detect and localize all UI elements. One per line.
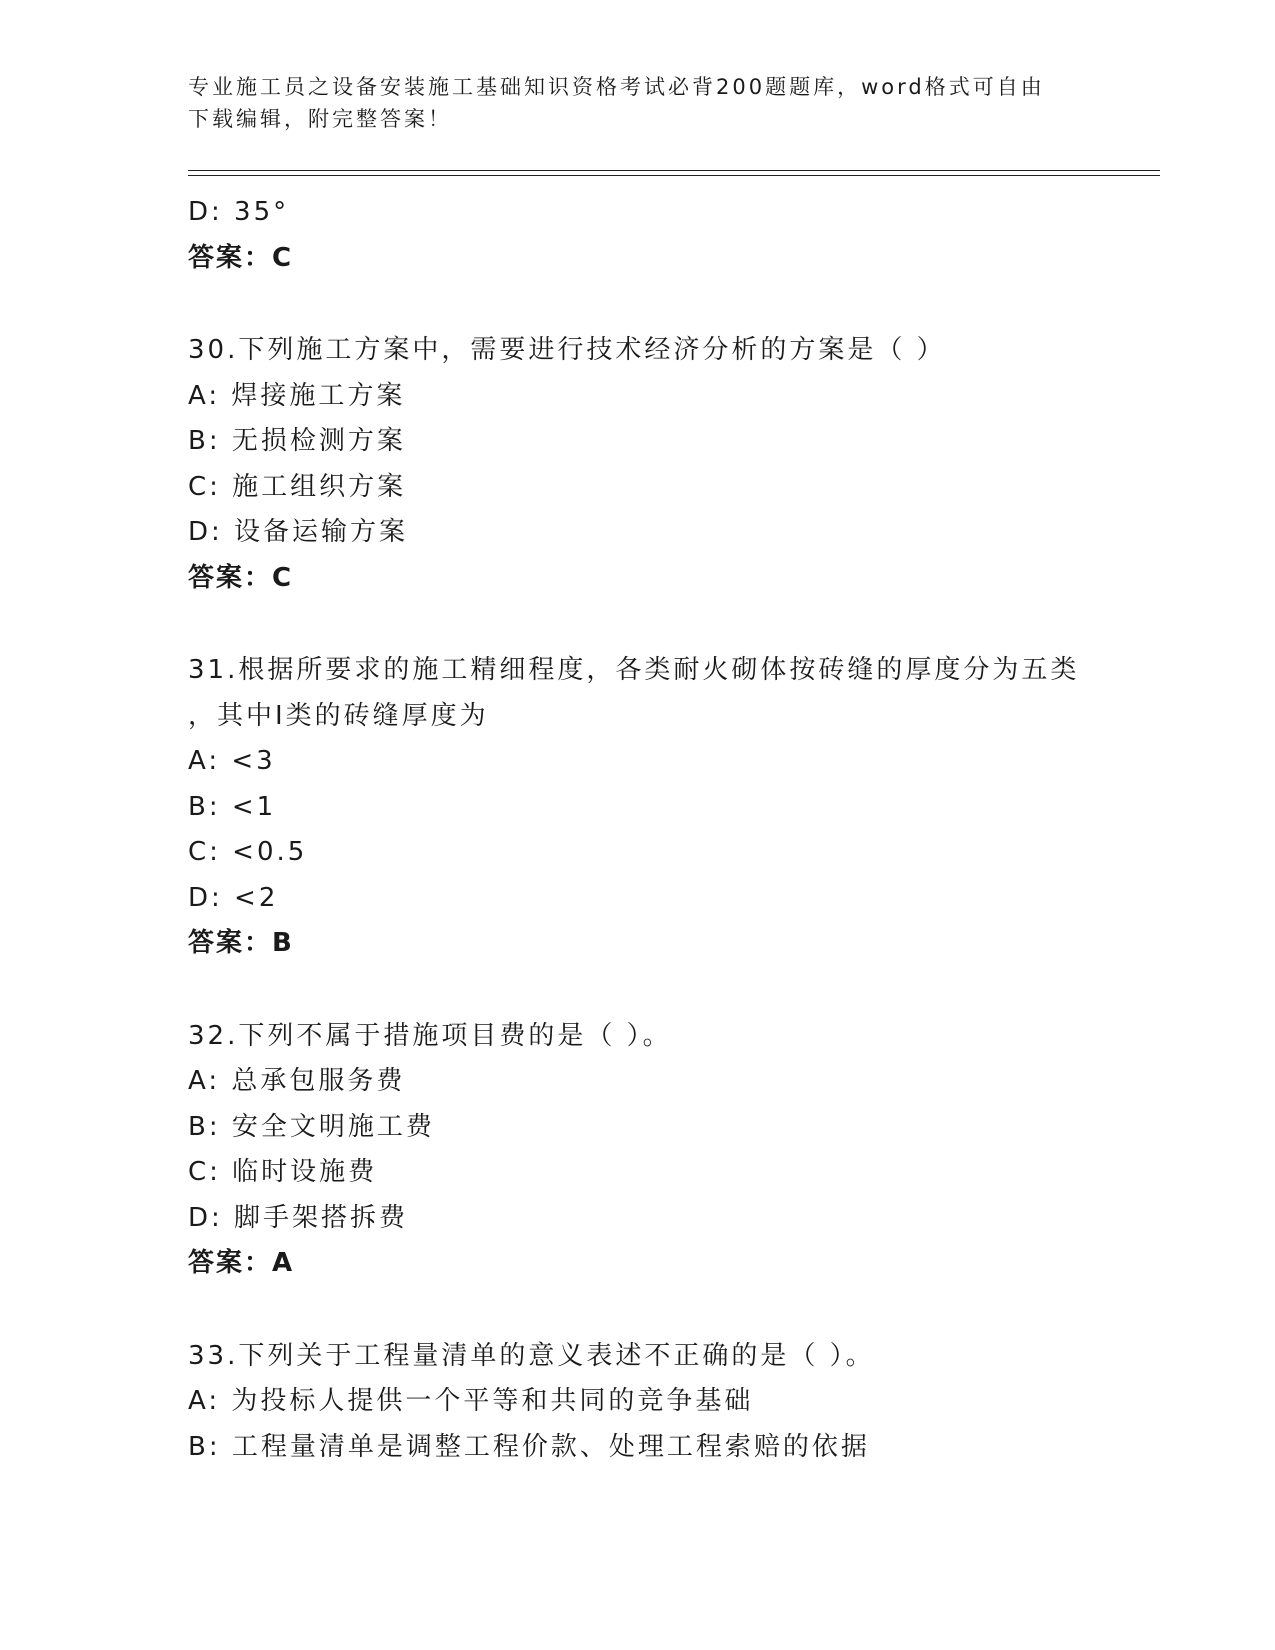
- question-33: [188, 1334, 1148, 1471]
- header-title-line-1: 专业施工员之设备安装施工基础知识资格考试必背200题题库，word格式可自由: [188, 75, 1045, 99]
- question-stem: 30.下列施工方案中，需要进行技术经济分析的方案是（ ）: [188, 335, 946, 365]
- answer-line: 答案：C: [188, 562, 294, 593]
- header-rule-bottom: [188, 175, 1160, 176]
- option-a: A: 为投标人提供一个平等和共同的竞争基础: [188, 1386, 754, 1416]
- answer-line: 答案：A: [188, 1248, 295, 1278]
- question-31: [188, 648, 1148, 967]
- question-32: [188, 1014, 1148, 1287]
- header-rule-top: [188, 170, 1160, 171]
- option-d: D: 设备运输方案: [188, 517, 409, 547]
- option-b: B: 无损检测方案: [188, 426, 406, 456]
- option-b: B: 工程量清单是调整工程价款、处理工程索赔的依据: [188, 1431, 870, 1462]
- question-list: [188, 190, 1148, 1470]
- option-d: D: <2: [188, 882, 279, 913]
- question-stem: 32.下列不属于措施项目费的是（ ）。: [188, 1020, 672, 1051]
- option-d: D: 35°: [188, 197, 290, 227]
- option-a: A: 焊接施工方案: [188, 380, 406, 411]
- question-stem-line-1: 31.根据所要求的施工精细程度，各类耐火砌体按砖缝的厚度分为五类: [188, 655, 1080, 685]
- question-stem: 33.下列关于工程量清单的意义表述不正确的是（ ）。: [188, 1340, 875, 1371]
- option-b: B: <1: [188, 791, 277, 822]
- option-c: C: 施工组织方案: [188, 471, 407, 502]
- option-d: D: 脚手架搭拆费: [188, 1202, 409, 1233]
- answer-line: 答案：C: [188, 242, 294, 273]
- question-stem-line-2: ，其中Ⅰ类的砖缝厚度为: [188, 700, 489, 731]
- option-c: C: 临时设施费: [188, 1157, 378, 1187]
- question-30: [188, 328, 1148, 601]
- option-c: C: <0.5: [188, 837, 308, 867]
- option-a: A: <3: [188, 746, 276, 776]
- option-a: A: 总承包服务费: [188, 1066, 406, 1096]
- answer-line: 答案：B: [188, 928, 294, 958]
- header-title-line-2: 下载编辑，附完整答案！: [188, 107, 452, 131]
- option-b: B: 安全文明施工费: [188, 1111, 435, 1142]
